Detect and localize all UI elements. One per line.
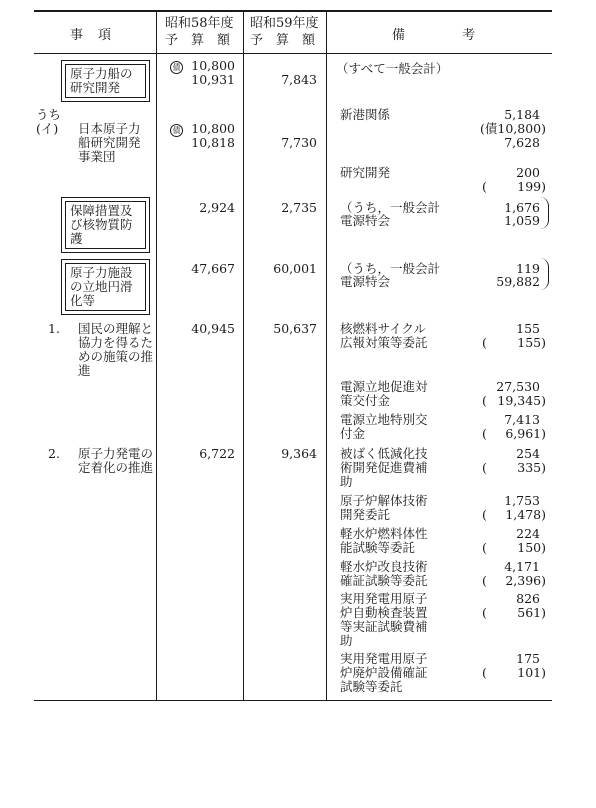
uchi-v59: 7,730 bbox=[281, 135, 317, 150]
row-nuclear-ship-label: 原子力船の 研究開発 bbox=[65, 64, 146, 98]
s2-rem3-v1: 4,171 bbox=[504, 559, 540, 574]
s2-rem0-v2: 335) bbox=[517, 460, 546, 475]
s2-rem0-open: ( bbox=[482, 460, 487, 475]
s1-label: 国民の理解と 協力を得るた めの施策の推 進 bbox=[78, 321, 154, 378]
s1-rem1-v2: 19,345) bbox=[497, 393, 546, 408]
s2-rem4-open: ( bbox=[482, 605, 487, 620]
s1-rem2-label: 電源立地特別交 付金 bbox=[340, 412, 428, 441]
s2-rem1-v2: 1,478) bbox=[505, 507, 546, 522]
uchi-rem2-v2: 199) bbox=[517, 179, 546, 194]
s1-num: 1. bbox=[48, 321, 60, 336]
s2-rem2-v2: 150) bbox=[517, 540, 546, 555]
row-siting-box bbox=[61, 259, 150, 315]
header-remarks: 備 考 bbox=[392, 28, 477, 43]
s2-v58: 6,722 bbox=[199, 446, 235, 461]
col-divider-2 bbox=[243, 10, 244, 701]
s1-rem1-label: 電源立地促進対 策交付金 bbox=[340, 379, 428, 408]
s2-rem3-v2: 2,396) bbox=[505, 573, 546, 588]
row-nuclear-ship-box bbox=[61, 60, 150, 102]
bond-mark-icon: 債 bbox=[170, 124, 183, 137]
s1-rem0-v1: 155 bbox=[516, 321, 540, 336]
s1-v58: 40,945 bbox=[191, 321, 235, 336]
header-item: 事 項 bbox=[70, 28, 113, 43]
s2-rem1-label: 原子炉解体技術 開発委託 bbox=[340, 493, 428, 522]
uchi-num: (イ) bbox=[36, 121, 59, 136]
s2-rem2-open: ( bbox=[482, 540, 487, 555]
s1-rem1-v1: 27,530 bbox=[496, 379, 540, 394]
r1-remark: （すべて一般会計） bbox=[336, 61, 449, 76]
s1-rem2-open: ( bbox=[482, 426, 487, 441]
r1-v59: 7,843 bbox=[281, 72, 317, 87]
r2-close-paren bbox=[540, 197, 549, 229]
s2-rem4-v2: 561) bbox=[517, 605, 546, 620]
uchi-rem2-v1: 200 bbox=[516, 165, 540, 180]
s2-rem2-v1: 224 bbox=[516, 526, 540, 541]
header-bottom-rule bbox=[34, 53, 552, 54]
s2-rem5-label: 実用発電用原子 炉廃炉設備確証 試験等委託 bbox=[340, 651, 428, 694]
r2-v58: 2,924 bbox=[199, 200, 235, 215]
uchi-rem1-v3: 7,628 bbox=[504, 135, 540, 150]
s1-rem0-v2: 155) bbox=[517, 335, 546, 350]
s2-num: 2. bbox=[48, 446, 60, 461]
s2-rem5-v1: 175 bbox=[516, 651, 540, 666]
r3-close-paren bbox=[540, 258, 549, 290]
s1-v59: 50,637 bbox=[273, 321, 317, 336]
r3-rv1: 119 bbox=[516, 261, 540, 276]
s1-rem2-v2: 6,961) bbox=[505, 426, 546, 441]
s1-rem0-label: 核燃料サイクル 広報対策等委託 bbox=[340, 321, 428, 350]
bond-mark-icon: 債 bbox=[170, 61, 183, 74]
s2-rem5-open: ( bbox=[482, 665, 487, 680]
uchi-rem1-v2: (債10,800) bbox=[480, 121, 546, 136]
s2-rem3-label: 軽水炉改良技術 確証試験等委託 bbox=[340, 559, 428, 588]
uchi-rem2-label: 研究開発 bbox=[340, 165, 391, 180]
r1-v58b: 10,931 bbox=[191, 72, 235, 87]
row-safeguards-label: 保障措置及 び核物質防 護 bbox=[65, 201, 146, 249]
uchi-label: 日本原子力 船研究開発 事業団 bbox=[78, 121, 141, 164]
col-divider-3 bbox=[326, 10, 327, 701]
r2-rv2: 1,059 bbox=[504, 213, 540, 228]
uchi-v58b: 10,818 bbox=[191, 135, 235, 150]
uchi-rem2-open: ( bbox=[482, 179, 487, 194]
r3-v58: 47,667 bbox=[191, 261, 235, 276]
table-top-rule bbox=[34, 10, 552, 12]
r2-rv1: 1,676 bbox=[504, 200, 540, 215]
s2-rem5-v2: 101) bbox=[517, 665, 546, 680]
uchi-rem1-v1: 5,184 bbox=[504, 107, 540, 122]
s2-rem1-v1: 1,753 bbox=[504, 493, 540, 508]
uchi-v58a: 10,800 bbox=[191, 121, 235, 136]
r3-rv2: 59,882 bbox=[496, 274, 540, 289]
col-divider-1 bbox=[156, 10, 157, 701]
header-fy58: 昭和58年度 予 算 額 bbox=[165, 16, 234, 48]
s2-label: 原子力発電の 定着化の推進 bbox=[78, 446, 154, 475]
r2-remark-label: （うち，一般会計 電源特会 bbox=[340, 200, 441, 228]
s1-rem1-open: ( bbox=[482, 393, 487, 408]
uchi-rem1-label: 新港関係 bbox=[340, 107, 391, 122]
s2-rem1-open: ( bbox=[482, 507, 487, 522]
row-safeguards-box bbox=[61, 197, 150, 253]
s1-rem2-v1: 7,413 bbox=[504, 412, 540, 427]
r2-v59: 2,735 bbox=[281, 200, 317, 215]
header-fy59: 昭和59年度 予 算 額 bbox=[250, 16, 319, 48]
s2-rem2-label: 軽水炉燃料体性 能試験等委託 bbox=[340, 526, 428, 555]
uchi-prefix: うち bbox=[36, 107, 62, 122]
s2-v59: 9,364 bbox=[281, 446, 317, 461]
s2-rem4-v1: 826 bbox=[516, 591, 540, 606]
s2-rem0-label: 被ばく低減化技 術開発促進費補 助 bbox=[340, 446, 428, 489]
row-siting-label: 原子力施設 の立地円滑 化等 bbox=[65, 263, 146, 311]
s2-rem0-v1: 254 bbox=[516, 446, 540, 461]
r3-remark-label: （うち，一般会計 電源特会 bbox=[340, 261, 441, 289]
s2-rem3-open: ( bbox=[482, 573, 487, 588]
table-bottom-rule bbox=[34, 700, 552, 701]
s2-rem4-label: 実用発電用原子 炉自動検査装置 等実証試験費補 助 bbox=[340, 591, 428, 648]
r1-v58a: 10,800 bbox=[191, 58, 235, 73]
s1-rem0-open: ( bbox=[482, 335, 487, 350]
r3-v59: 60,001 bbox=[273, 261, 317, 276]
